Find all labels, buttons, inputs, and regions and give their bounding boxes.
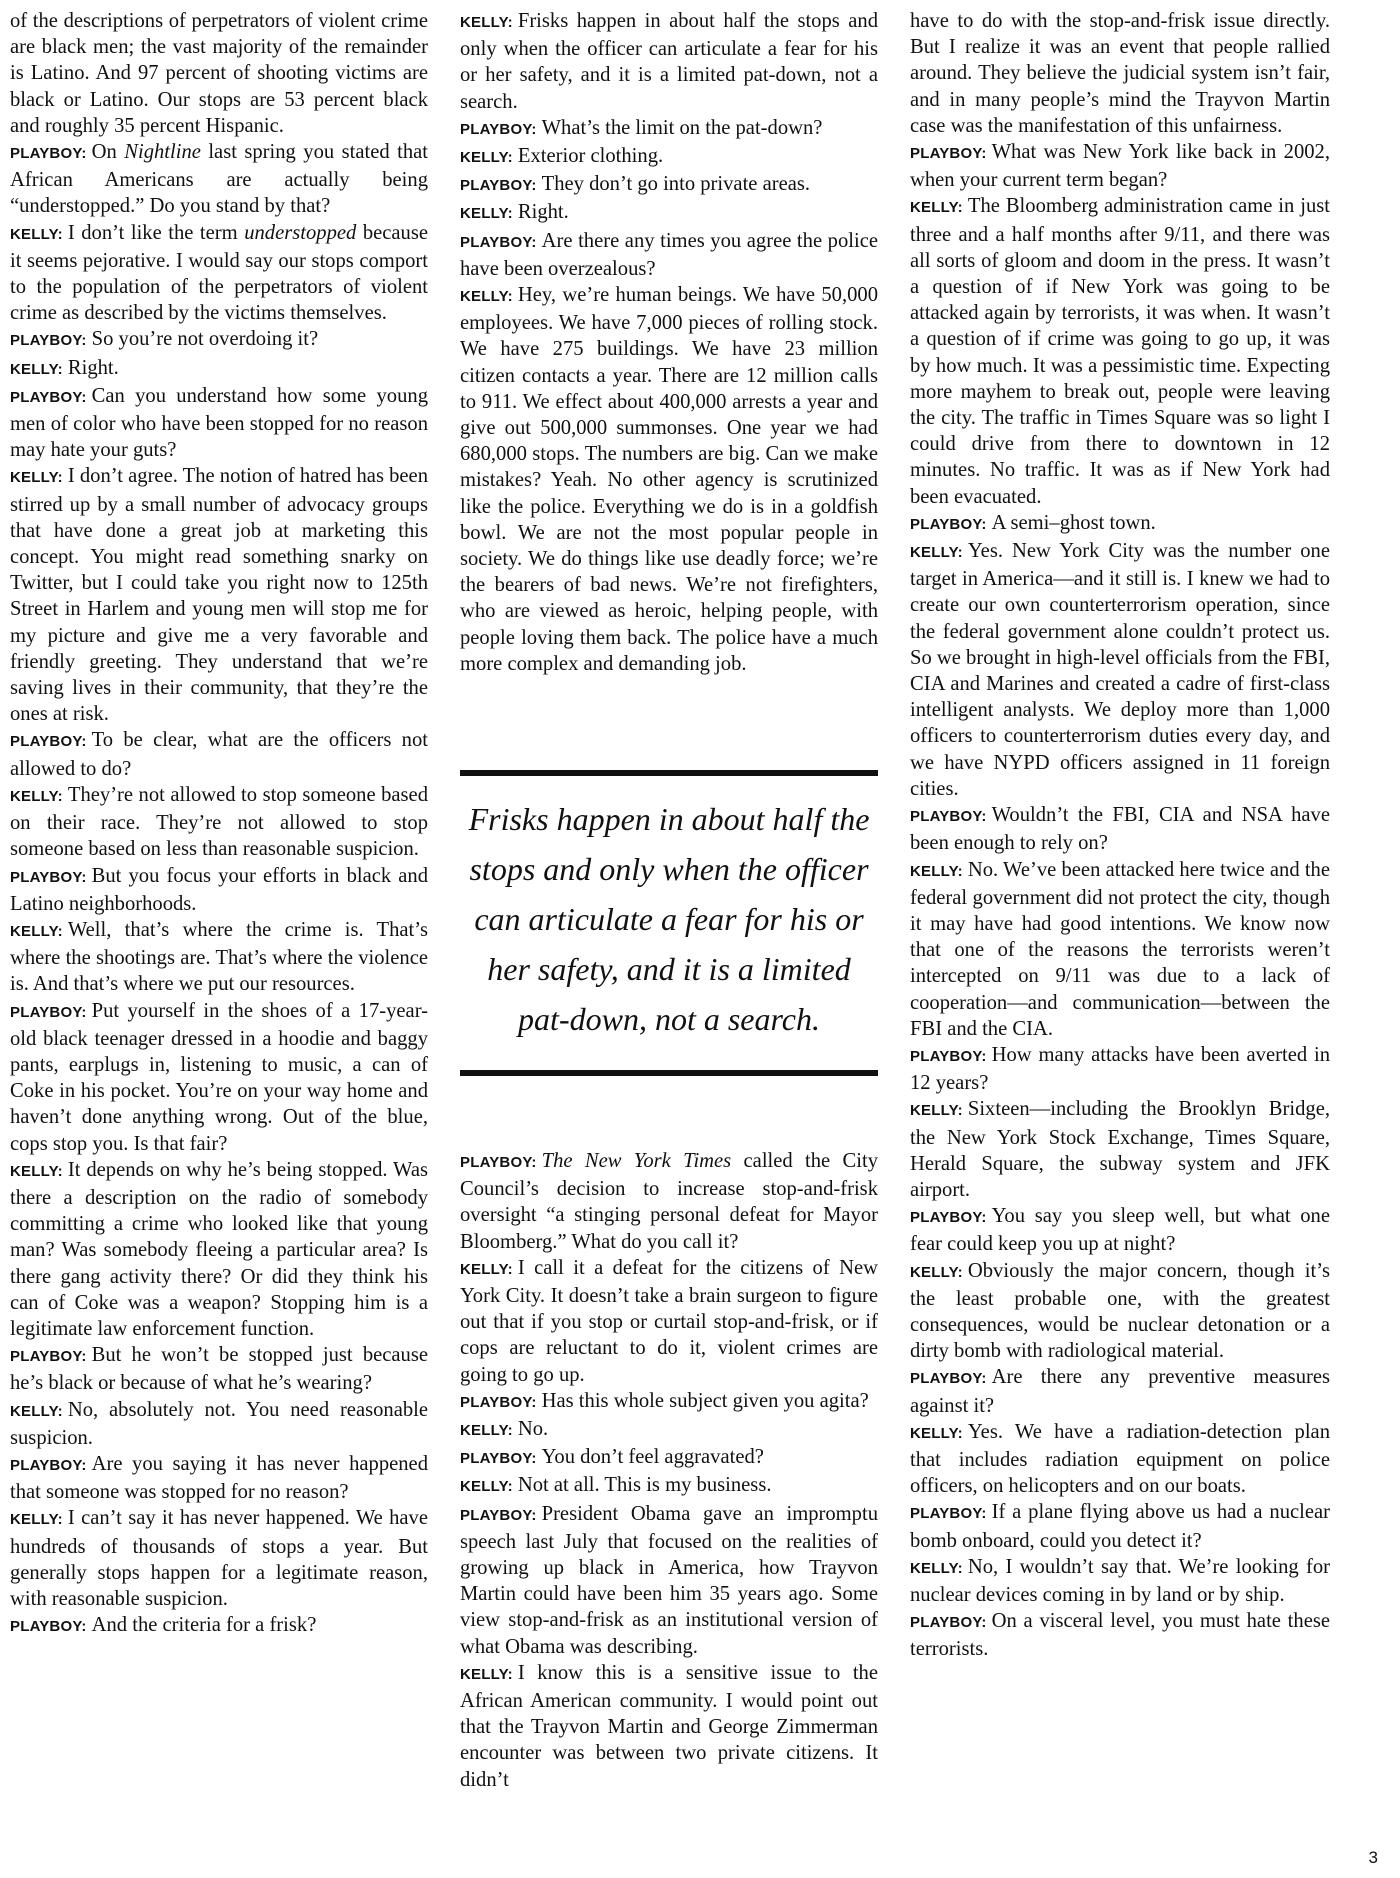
speaker-label: PLAYBOY: <box>910 1614 987 1632</box>
speaker-label: PLAYBOY: <box>10 1618 87 1636</box>
interview-turn <box>10 8 428 139</box>
turn-text: A semi–ghost town. <box>991 511 1156 534</box>
interview-turn <box>460 1416 878 1444</box>
turn-text: President Obama gave an impromptu speech last July that focused on the realities of growing up black in America, how Trayvon Martin could have been him 35 years ago. Some view stop-and-frisk as an institutional version of what Obama was describing. <box>460 1502 878 1658</box>
speaker-label: KELLY: <box>460 14 513 31</box>
speaker-label: PLAYBOY: <box>460 1450 537 1468</box>
speaker-label: KELLY: <box>460 149 513 167</box>
interview-turn <box>10 1451 428 1505</box>
turn-text: No. We’ve been attacked here twice and the federal government did not protect the city, though it may have had good intentions. We know now that one of the reasons the terrorists weren’t intercepted on 9/11 was due to a lack of cooperation—and communication—between the FBI and the CIA. <box>910 858 1330 1040</box>
text-column-3 <box>910 8 1330 1663</box>
turn-text: have to do with the stop-and-frisk issue directly. But I realize it was an event that people rallied around. They believe the judicial system isn’t fair, and in many people’s mind the Trayvon Martin case was the manifestation of this unfairness. <box>910 10 1330 137</box>
turn-text: No, absolutely not. You need reasonable suspicion. <box>10 1398 428 1449</box>
turn-text: It depends on why he’s being stopped. Was there a description on the radio of somebody committing a crime who looked like that young man? Was somebody fleeing a particular area? Is there gang activity there? Or did they think his can of Coke was a weapon? Stopping him is a legitimate law enforcement function. <box>10 1158 428 1340</box>
interview-turn <box>910 538 1330 802</box>
turn-text: But he won’t be stopped just because he’s black or because of what he’s wearing? <box>10 1344 428 1395</box>
interview-turn <box>460 1501 878 1660</box>
speaker-label: KELLY: <box>460 288 513 306</box>
speaker-label: PLAYBOY: <box>10 388 87 406</box>
turn-text: Are there any times you agree the police have been overzealous? <box>460 229 878 280</box>
text-column-2-bottom <box>460 1148 878 1793</box>
turn-text: You don’t feel aggravated? <box>541 1446 764 1469</box>
interview-turn <box>10 463 428 727</box>
interview-turn <box>10 727 428 781</box>
interview-turn <box>10 998 428 1157</box>
interview-turn <box>460 171 878 199</box>
speaker-label: KELLY: <box>10 225 63 243</box>
speaker-label: PLAYBOY: <box>10 868 87 886</box>
turn-text: So you’re not overdoing it? <box>91 328 319 351</box>
speaker-label: KELLY: <box>10 1402 63 1420</box>
interview-turn <box>10 1505 428 1612</box>
text-column-2-top <box>460 8 878 677</box>
interview-turn <box>460 1660 878 1793</box>
page-number: 3 <box>1368 1848 1378 1867</box>
speaker-label: KELLY: <box>10 787 63 805</box>
italic-title: understopped <box>244 221 357 244</box>
interview-turn <box>460 282 878 677</box>
turn-text: Sixteen—including the Brooklyn Bridge, the New York Stock Exchange, Times Square, Herald Square, the subway system and JFK airport. <box>910 1098 1330 1201</box>
speaker-label: KELLY: <box>910 1263 963 1281</box>
turn-text: of the descriptions of perpetrators of violent crime are black men; the vast majority of the remainder is Latino. And 97 percent of shooting victims are black or Latino. Our stops are 53 percent black and roughly 35 percent Hispanic. <box>10 10 428 137</box>
interview-turn <box>10 220 428 327</box>
turn-text: Put yourself in the shoes of a 17-year-old black teenager dressed in a hoodie and baggy pants, earplugs in, listening to music, a can of Coke in his pocket. You’re on your way home and haven’t done anything wrong. Out of the blue, cops stop you. Is that fair? <box>10 999 428 1155</box>
interview-turn <box>910 1042 1330 1096</box>
turn-text: I don’t agree. The notion of hatred has been stirred up by a small number of advocacy groups that have done a great job at marketing this concept. You might read something snarky on Twitter, but I could take you right now to 125th Street in Harlem and young men will stop me for my picture and give me a very favorable and friendly greeting. They understand that we’re saving lives in their community, that they’re the ones at risk. <box>10 465 428 726</box>
speaker-label: KELLY: <box>10 1162 63 1180</box>
interview-turn <box>910 1419 1330 1500</box>
speaker-label: PLAYBOY: <box>10 332 87 350</box>
turn-text: What was New York like back in 2002, when your current term began? <box>910 141 1330 192</box>
italic-title: Nightline <box>124 141 201 164</box>
speaker-label: KELLY: <box>10 922 63 940</box>
turn-text: The Bloomberg administration came in just three and a half months after 9/11, and there was all sorts of gloom and doom in the press. It wasn’t a question of if New York was going to be attacked again by terrorists, it was when. It wasn’t a question of if crime was going to go up, it was by how much. It was a pessimistic time. Expecting more mayhem to break out, people were leaving the city. The traffic in Times Square was so light I could drive from there to downtown in 12 minutes. No traffic. It was as if New York had been evacuated. <box>910 195 1330 508</box>
turn-text: Wouldn’t the FBI, CIA and NSA have been enough to rely on? <box>910 804 1330 855</box>
speaker-label: PLAYBOY: <box>910 808 987 826</box>
turn-text: Can you understand how some young men of color who have been stopped for no reason may hate your guts? <box>10 384 428 462</box>
speaker-label: KELLY: <box>10 360 63 378</box>
turn-text: Has this whole subject given you agita? <box>541 1389 869 1412</box>
interview-turn <box>460 1444 878 1472</box>
speaker-label: PLAYBOY: <box>10 1003 87 1021</box>
interview-turn <box>460 1148 878 1255</box>
turn-text: Well, that’s where the crime is. That’s where the shootings are. That’s where the violence is. And that’s where we put our resources. <box>10 918 428 996</box>
interview-turn <box>910 1499 1330 1553</box>
interview-turn <box>10 326 428 354</box>
interview-turn <box>910 8 1330 139</box>
turn-text: I can’t say it has never happened. We have hundreds of thousands of stops a year. But generally stops happen for a legitimate reason, with reasonable suspicion. <box>10 1507 428 1610</box>
turn-text: And the criteria for a frisk? <box>91 1614 317 1637</box>
turn-text: But you focus your efforts in black and Latino neighborhoods. <box>10 864 428 915</box>
interview-turn <box>910 510 1330 538</box>
turn-text: How many attacks have been averted in 12 years? <box>910 1043 1330 1095</box>
interview-turn <box>460 143 878 171</box>
speaker-label: KELLY: <box>910 1102 963 1120</box>
speaker-label: KELLY: <box>10 1511 63 1529</box>
turn-text: You say you sleep well, but what one fear could keep you up at night? <box>910 1205 1330 1256</box>
speaker-label: KELLY: <box>460 1260 513 1278</box>
interview-turn <box>10 782 428 863</box>
interview-turn <box>910 139 1330 193</box>
speaker-label: KELLY: <box>910 1559 963 1577</box>
interview-turn <box>460 1472 878 1500</box>
speaker-label: PLAYBOY: <box>10 733 87 751</box>
turn-text: If a plane flying above us had a nuclear bomb onboard, could you detect it? <box>910 1501 1330 1552</box>
speaker-label: KELLY: <box>460 1478 513 1496</box>
interview-turn <box>910 802 1330 856</box>
turn-text: No, I wouldn’t say that. We’re looking for nuclear devices coming in by land or by ship. <box>910 1555 1330 1606</box>
interview-turn <box>10 1612 428 1640</box>
speaker-label: PLAYBOY: <box>460 120 537 138</box>
turn-text: because it seems pejorative. I would say our stops comport to the population of the perpetrators of violent crime as described by the victims themselves. <box>10 221 428 325</box>
speaker-label: PLAYBOY: <box>460 1154 537 1171</box>
turn-text: To be clear, what are the officers not allowed to do? <box>10 729 428 780</box>
interview-turn <box>10 1342 428 1396</box>
speaker-label: PLAYBOY: <box>10 1348 87 1366</box>
interview-turn <box>910 1364 1330 1418</box>
interview-turn <box>460 1255 878 1388</box>
speaker-label: PLAYBOY: <box>10 1456 87 1474</box>
speaker-label: PLAYBOY: <box>10 145 87 163</box>
interview-turn <box>460 228 878 282</box>
speaker-label: KELLY: <box>910 1424 963 1442</box>
turn-text: Hey, we’re human beings. We have 50,000 employees. We have 7,000 pieces of rolling stock. We have 275 buildings. We have 23 million citizen contacts a year. There are 12 million calls to 911. We effect about 400,000 arrests a year and give out 500,000 summonses. One year we had 680,000 stops. The numbers are big. Can we make mistakes? Yeah. No other agency is scrutinized like the police. Everything we do is in a goldfish bowl. We are not the most popular people in society. We do things like use deadly force; we’re the bearers of bad news. We’re not firefighters, who are viewed as heroic, helping people, with people loving them back. The police have a much more complex and demanding job. <box>460 284 878 675</box>
speaker-label: KELLY: <box>460 205 513 223</box>
speaker-label: KELLY: <box>910 199 963 217</box>
speaker-label: PLAYBOY: <box>910 515 987 533</box>
turn-text: Are there any preventive measures against it? <box>910 1366 1330 1417</box>
speaker-label: PLAYBOY: <box>460 233 537 251</box>
turn-text: They’re not allowed to stop someone based on their race. They’re not allowed to stop someone based on less than reasonable suspicion. <box>10 783 428 861</box>
speaker-label: PLAYBOY: <box>910 1209 987 1227</box>
turn-text: Right. <box>67 356 119 379</box>
speaker-label: KELLY: <box>460 1422 513 1440</box>
turn-text: Not at all. This is my business. <box>517 1474 772 1497</box>
interview-turn <box>460 8 878 115</box>
speaker-label: PLAYBOY: <box>910 1370 987 1388</box>
turn-text: Obviously the major concern, though it’s the least probable one, with the greatest consequences, would be nuclear detonation or a dirty bomb with radiological material. <box>910 1259 1330 1363</box>
interview-turn <box>460 1388 878 1416</box>
interview-turn <box>10 383 428 464</box>
turn-text: They don’t go into private areas. <box>541 173 811 196</box>
turn-text: I know this is a sensitive issue to the African American community. I would point out that the Trayvon Martin and George Zimmerman encounter was between two private citizens. It didn’t <box>460 1661 878 1791</box>
speaker-label: PLAYBOY: <box>460 1393 537 1411</box>
interview-turn <box>10 139 428 220</box>
speaker-label: PLAYBOY: <box>910 1505 987 1523</box>
turn-text: Right. <box>517 201 569 224</box>
interview-turn <box>460 199 878 227</box>
interview-turn <box>10 1397 428 1451</box>
turn-text: called the City Council’s decision to increase stop-and-frisk oversight “a stinging personal defeat for Mayor Bloomberg.” What do you call it? <box>460 1150 878 1253</box>
speaker-label: KELLY: <box>460 1665 513 1683</box>
speaker-label: PLAYBOY: <box>910 1047 987 1065</box>
interview-turn <box>910 1608 1330 1662</box>
interview-turn <box>10 863 428 917</box>
turn-text-lead: On <box>91 141 125 164</box>
interview-turn <box>10 917 428 998</box>
interview-turn <box>10 1157 428 1342</box>
turn-text: last spring you stated that African Americans are actually being “understopped.” Do you stand by that? <box>10 141 428 218</box>
turn-text: What’s the limit on the pat-down? <box>541 116 823 139</box>
interview-turn <box>910 1554 1330 1608</box>
italic-title: The New York Times <box>541 1150 732 1172</box>
speaker-label: KELLY: <box>910 544 963 562</box>
interview-turn <box>910 1096 1330 1203</box>
interview-turn <box>910 1258 1330 1365</box>
turn-text-lead: I don’t like the term <box>67 221 245 244</box>
interview-turn <box>10 355 428 383</box>
interview-turn <box>460 115 878 143</box>
text-column-1 <box>10 8 428 1640</box>
speaker-label: KELLY: <box>910 862 963 880</box>
interview-turn <box>910 1203 1330 1257</box>
speaker-label: PLAYBOY: <box>460 177 537 195</box>
pull-quote: Frisks happen in about half the stops and only when the officer can articulate a fear for his or her safety, and it is a limited pat-down, not a search. <box>460 770 878 1076</box>
interview-turn <box>910 193 1330 509</box>
turn-text: On a visceral level, you must hate these terrorists. <box>910 1610 1330 1661</box>
turn-text: Yes. New York City was the number one target in America—and it still is. I knew we had to create our own counterterrorism operation, since the federal government alone couldn’t protect us. So we brought in high-level officials from the FBI, CIA and Marines and created a cadre of first-class intelligent analysts. We deploy more than 1,000 officers to counterterrorism duties every day, and we have NYPD officers assigned in 11 foreign cities. <box>910 540 1331 800</box>
speaker-label: PLAYBOY: <box>910 145 987 163</box>
turn-text: Yes. We have a radiation-detection plan that includes radiation equipment on police officers, on helicopters and on our boats. <box>910 1420 1330 1498</box>
speaker-label: KELLY: <box>10 469 63 487</box>
speaker-label: PLAYBOY: <box>460 1506 537 1524</box>
turn-text: I call it a defeat for the citizens of New York City. It doesn’t take a brain surgeon to figure out that if you stop or curtail stop-and-frisk, or if cops are reluctant to do it, violent crimes are going to go up. <box>460 1256 878 1386</box>
turn-text: Exterior clothing. <box>517 145 664 168</box>
interview-turn <box>910 857 1330 1042</box>
turn-text: No. <box>517 1418 549 1441</box>
turn-text: Are you saying it has never happened that someone was stopped for no reason? <box>10 1452 428 1504</box>
turn-text: Frisks happen in about half the stops and only when the officer can articulate a fear for his or her safety, and it is a limited pat-down, not a search. <box>460 10 878 113</box>
